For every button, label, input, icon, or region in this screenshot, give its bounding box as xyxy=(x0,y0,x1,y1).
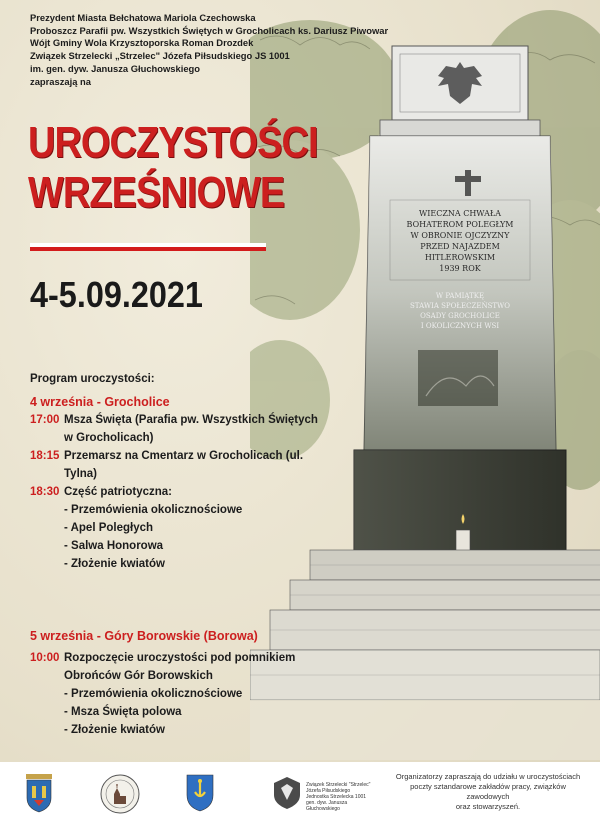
program-subitem: - Złożenie kwiatów xyxy=(64,724,165,736)
monument-inscription-line: BOHATEROM POLEGŁYM xyxy=(406,220,514,229)
program-row xyxy=(30,447,330,483)
event-title xyxy=(28,118,318,218)
wola-krzysztoporska-coat-of-arms-icon xyxy=(186,774,214,812)
monument-inscription-line: 1939 ROK xyxy=(439,264,481,273)
organizer-line: zapraszają na xyxy=(30,75,91,87)
program-subitem: - Złożenie kwiatów xyxy=(64,558,165,570)
program-row xyxy=(30,411,330,447)
program-text: Rozpoczęcie uroczystości pod pomnikiem Obrońców Gór Borowskich xyxy=(64,652,296,682)
event-date: 4-5.09.2021 xyxy=(30,274,203,315)
day-title: 4 września - Grocholice xyxy=(30,395,170,409)
parish-seal-icon xyxy=(100,774,140,814)
polish-flag-bar xyxy=(30,243,266,251)
program-text: Przemarsz na Cmentarz w Grocholicach (ul. Tylna) xyxy=(64,450,304,480)
program-time: 18:15 xyxy=(30,450,60,462)
organizer-line: Wójt Gminy Wola Krzysztoporska Roman Drozdek xyxy=(30,37,254,49)
organizer-line: Proboszcz Parafii pw. Wszystkich Świętych w Grocholicach ks. Dariusz Piwowar xyxy=(30,24,389,36)
monument-inscription-line: STAWIA SPOŁECZEŃSTWO xyxy=(410,302,510,310)
program-time: 18:30 xyxy=(30,486,60,498)
monument-inscription-line: W OBRONIE OJCZYZNY xyxy=(410,231,510,240)
program-row xyxy=(30,483,330,501)
program-text: Msza Święta (Parafia pw. Wszystkich Świętych w Grocholicach) xyxy=(64,414,318,444)
program-day-2 xyxy=(30,622,330,739)
note-line: oraz stowarzyszeń. xyxy=(455,802,521,811)
program-time: 10:00 xyxy=(30,652,60,664)
strzelec-emblem-icon xyxy=(272,776,302,810)
strzelec-caption-line: Józefa Piłsudskiego xyxy=(306,788,351,794)
monument-inscription-line: PRZED NAJAZDEM xyxy=(420,242,500,251)
organizer-line: Związek Strzelecki „Strzelec" Józefa Piłsudskiego JS 1001 xyxy=(30,50,290,62)
footer xyxy=(0,762,600,836)
monument-inscription-line: OSADY GROCHOLICE xyxy=(420,312,500,320)
strzelec-caption-line: Związek Strzelecki "Strzelec" xyxy=(306,782,371,788)
monument-inscription-line: HITLEROWSKIM xyxy=(424,253,496,262)
program-text: Część patriotyczna: xyxy=(64,486,173,498)
program-day-1 xyxy=(30,370,330,573)
monument-inscription-line: I OKOLICZNYCH WSI xyxy=(420,322,500,330)
title-line-2: WRZEŚNIOWE xyxy=(28,168,285,217)
program-subitem: - Przemówienia okolicznościowe xyxy=(64,688,243,700)
title-line-1: UROCZYSTOŚCI xyxy=(28,118,318,167)
flag-red-stripe xyxy=(30,247,266,251)
note-line: poczty sztandarowe zakładów pracy, związków zawodowych xyxy=(410,782,566,801)
program-subitem: - Msza Święta polowa xyxy=(64,706,182,718)
monument-inscription-line: W PAMIĄTKĘ xyxy=(435,292,485,300)
program-subitem: - Przemówienia okolicznościowe xyxy=(64,504,243,516)
organizer-line: im. gen. dyw. Janusza Głuchowskiego xyxy=(30,62,201,74)
strzelec-caption xyxy=(306,782,380,812)
strzelec-caption-line: gen. dyw. Janusza Głuchowskiego xyxy=(306,800,348,812)
monument-inscription-line: WIECZNA CHWAŁA xyxy=(418,209,502,218)
organizers-block xyxy=(30,12,390,88)
note-line: Organizatorzy zapraszają do udziału w uroczystościach xyxy=(395,772,581,781)
program-heading: Program uroczystości: xyxy=(30,373,155,385)
day-title: 5 września - Góry Borowskie (Borowa) xyxy=(30,629,258,643)
invitation-note xyxy=(388,772,588,812)
program-subitem: - Salwa Honorowa xyxy=(64,540,164,552)
belchatow-coat-of-arms-icon xyxy=(26,774,52,814)
organizer-line: Prezydent Miasta Bełchatowa Mariola Czechowska xyxy=(30,12,256,23)
program-subitem: - Apel Poległych xyxy=(64,522,154,534)
program-time: 17:00 xyxy=(30,414,60,426)
program-row xyxy=(30,649,330,685)
strzelec-caption-line: Jednostka Strzelecka 1001 xyxy=(306,794,367,800)
